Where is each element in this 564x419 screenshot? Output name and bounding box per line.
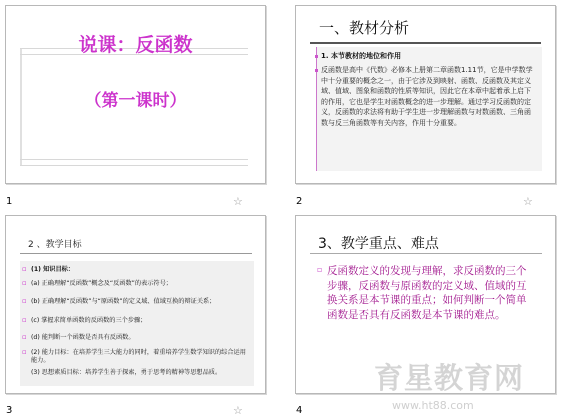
slide-title: 3、教学重点、难点 xyxy=(318,236,439,252)
bullet-marker: ▫ xyxy=(22,348,27,356)
bullet-marker: ▫ xyxy=(22,279,27,287)
slide-transition-star-icon[interactable]: ☆ xyxy=(233,195,243,208)
bullet-marker: ▫ xyxy=(22,316,27,324)
slide-subtitle: （第一课时） xyxy=(84,91,187,111)
bullet-marker: ▫ xyxy=(317,265,323,274)
slide-number: 3 xyxy=(6,405,13,416)
watermark-url: www.ht88.com xyxy=(392,399,474,412)
decor-line xyxy=(20,165,248,166)
slide-transition-star-icon[interactable]: ☆ xyxy=(233,404,243,417)
body-text: 反函数是高中《代数》必修本上册第二章函数1.11节，它是中学数学中十分重要的概念之一，由于它涉及到映射、函数、反函数及其定义域、值域、图象和函数的性质等知识，因此它在本章中起着承上启下的作用，它也是学生对函数概念的进一步理解。通过学习反函数的定义，反函数的求法将有助于学生进一步理解函数与对数函数、三角函数与反三角函数等有关内容，作用十分重要。 xyxy=(321,66,533,127)
list-item: (c) 掌握求简单函数的反函数的三个步骤； xyxy=(31,317,147,324)
section-subtitle: 1. 本节教材的地位和作用 xyxy=(321,52,401,60)
watermark-logo: 育星教育网 xyxy=(374,361,525,395)
list-item: (b) 正确理解“反函数”与“原函数”的定义域、值域互换的辩证关系； xyxy=(31,298,216,305)
list-item: (2) 能力目标：在培养学生三大能力的同时，着重培养学生数学知识的综合运用能力。 xyxy=(31,349,246,364)
content-box xyxy=(20,261,254,386)
slide-transition-star-icon[interactable]: ☆ xyxy=(523,195,533,208)
slide-number: 4 xyxy=(296,405,303,416)
slide-thumbnail-3[interactable] xyxy=(5,215,266,394)
list-item: (1) 知识目标： xyxy=(31,266,75,273)
title-underline xyxy=(310,253,542,254)
title-underline xyxy=(310,42,541,44)
body-text: 反函数定义的发现与理解，求反函数的三个步骤，反函数与原函数的定义域、值域的互换关系是本节课的重点；如何判断一个简单函数是否具有反函数是本节课的难点。 xyxy=(327,265,527,321)
list-item: (3) 思想素质目标：培养学生善于探索，勇于思考的精神等思想品质。 xyxy=(31,369,222,376)
slide-thumbnail-1[interactable] xyxy=(5,5,266,184)
decor-line xyxy=(20,159,248,160)
slide-number: 2 xyxy=(296,196,303,207)
bullet-marker: ▫ xyxy=(22,333,27,341)
bullet-marker xyxy=(315,69,318,72)
slide-title: 2 、教学目标 xyxy=(28,240,82,250)
bullet-marker: ▫ xyxy=(22,265,27,273)
title-underline xyxy=(20,253,252,254)
slide-title: 说课：反函数 xyxy=(78,34,193,56)
slide-title: 一、教材分析 xyxy=(319,19,410,37)
bullet-marker xyxy=(315,55,318,58)
slide-thumbnail-2[interactable] xyxy=(295,5,556,184)
content-box xyxy=(316,47,542,171)
bullet-marker: ▫ xyxy=(22,297,27,305)
list-item: (d) 能判断一个函数是否具有反函数。 xyxy=(31,334,135,341)
list-item: (a) 正确理解“反函数”概念及“反函数”的表示符号； xyxy=(31,280,172,287)
slide-number: 1 xyxy=(6,196,13,207)
